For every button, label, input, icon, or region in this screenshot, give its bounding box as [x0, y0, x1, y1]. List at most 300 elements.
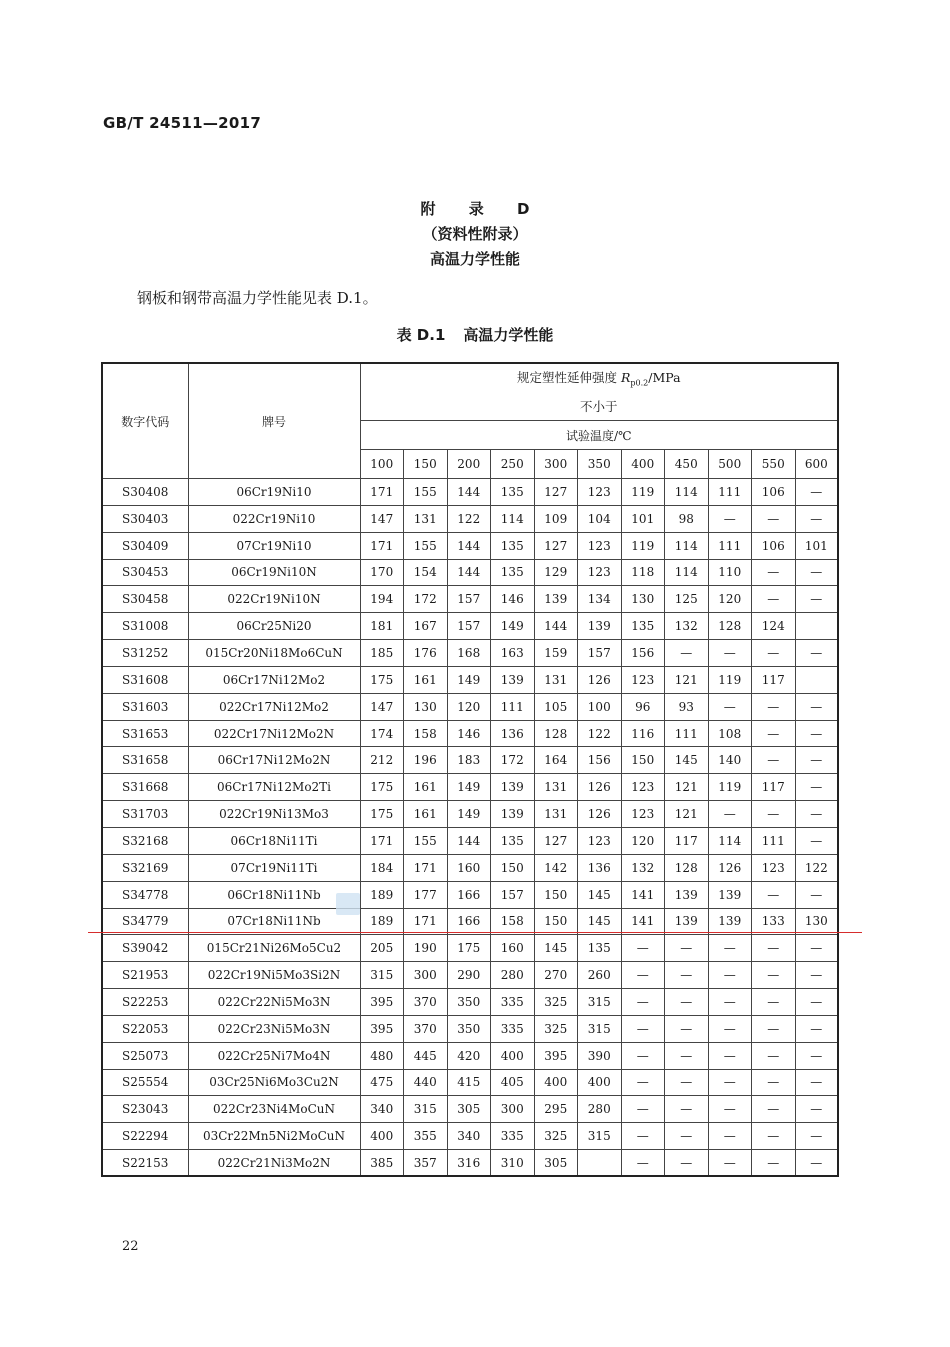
cell-value: 160 — [447, 854, 491, 881]
cell-value: 305 — [447, 1096, 491, 1123]
cell-grade: 06Cr18Ni11Ti — [188, 827, 360, 854]
cell-value: — — [795, 1150, 838, 1177]
cell-value: 154 — [404, 559, 448, 586]
table-row — [102, 854, 838, 881]
table-row — [102, 989, 838, 1016]
temp-header-550: 550 — [752, 450, 796, 479]
cell-value: 150 — [621, 747, 665, 774]
table-row — [102, 827, 838, 854]
cell-value: 120 — [447, 693, 491, 720]
cell-grade: 015Cr20Ni18Mo6CuN — [188, 640, 360, 667]
cell-value: 126 — [708, 854, 752, 881]
cell-grade: 022Cr17Ni12Mo2 — [188, 693, 360, 720]
cell-value: — — [795, 693, 838, 720]
cell-code: S39042 — [102, 935, 188, 962]
table-row — [102, 1096, 838, 1123]
cell-value: 357 — [404, 1150, 448, 1177]
page-number: 22 — [122, 1239, 139, 1254]
cell-value: — — [621, 935, 665, 962]
cell-code: S31603 — [102, 693, 188, 720]
cell-value: 395 — [360, 989, 404, 1016]
cell-value: — — [621, 1123, 665, 1150]
cell-value: 149 — [447, 666, 491, 693]
cell-value: 131 — [404, 505, 448, 532]
cell-value: 156 — [578, 747, 622, 774]
cell-value: 335 — [491, 989, 535, 1016]
cell-value: 400 — [534, 1069, 578, 1096]
cell-value: 144 — [447, 479, 491, 506]
cell-value: 123 — [621, 666, 665, 693]
cell-value: 117 — [752, 666, 796, 693]
cell-value: — — [795, 586, 838, 613]
cell-value: — — [708, 935, 752, 962]
cell-value: 183 — [447, 747, 491, 774]
cell-value: 370 — [404, 989, 448, 1016]
header-temperature: 试验温度/℃ — [360, 421, 838, 450]
annex-type: （资料性附录） — [422, 225, 528, 243]
cell-value: — — [795, 1123, 838, 1150]
cell-value: 111 — [665, 720, 709, 747]
cell-value: 131 — [534, 801, 578, 828]
cell-value: 149 — [447, 774, 491, 801]
cell-value: 161 — [404, 774, 448, 801]
cell-value: 136 — [578, 854, 622, 881]
cell-value: 139 — [491, 666, 535, 693]
cell-value: — — [665, 640, 709, 667]
cell-grade: 03Cr25Ni6Mo3Cu2N — [188, 1069, 360, 1096]
cell-code: S31653 — [102, 720, 188, 747]
cell-code: S31252 — [102, 640, 188, 667]
cell-value: 141 — [621, 881, 665, 908]
cell-value: — — [752, 505, 796, 532]
cell-code: S30403 — [102, 505, 188, 532]
cell-value: — — [621, 1042, 665, 1069]
cell-value: 135 — [491, 559, 535, 586]
cell-value: — — [795, 881, 838, 908]
cell-value: 109 — [534, 505, 578, 532]
cell-value: 114 — [665, 479, 709, 506]
cell-value: — — [708, 1042, 752, 1069]
cell-value: 171 — [404, 854, 448, 881]
cell-value: 196 — [404, 747, 448, 774]
cell-value: 156 — [621, 640, 665, 667]
cell-value: 370 — [404, 1015, 448, 1042]
cell-value: 400 — [578, 1069, 622, 1096]
table-caption — [0, 324, 950, 345]
cell-value — [795, 613, 838, 640]
cell-value: 132 — [621, 854, 665, 881]
cell-value: — — [752, 1123, 796, 1150]
cell-value: — — [795, 827, 838, 854]
cell-value: — — [795, 774, 838, 801]
cell-code: S30409 — [102, 532, 188, 559]
cell-value: — — [752, 747, 796, 774]
cell-value: 335 — [491, 1123, 535, 1150]
cell-value: 181 — [360, 613, 404, 640]
cell-value: 400 — [360, 1123, 404, 1150]
cell-value: — — [708, 989, 752, 1016]
cell-grade: 022Cr19Ni13Mo3 — [188, 801, 360, 828]
annex-name: 高温力学性能 — [429, 250, 520, 268]
cell-value: 122 — [578, 720, 622, 747]
cell-value: 130 — [404, 693, 448, 720]
cell-value — [795, 666, 838, 693]
cell-value: 325 — [534, 1123, 578, 1150]
cell-value: 117 — [752, 774, 796, 801]
table-row — [102, 693, 838, 720]
cell-value: — — [752, 720, 796, 747]
cell-value: 123 — [578, 532, 622, 559]
cell-value: 139 — [708, 881, 752, 908]
temp-header-200: 200 — [447, 450, 491, 479]
cell-value: 127 — [534, 479, 578, 506]
cell-value: 144 — [534, 613, 578, 640]
cell-value: — — [708, 1150, 752, 1177]
cell-value: — — [708, 693, 752, 720]
strength-min: 不小于 — [580, 398, 618, 414]
cell-value: 119 — [708, 666, 752, 693]
cell-code: S23043 — [102, 1096, 188, 1123]
cell-value: 184 — [360, 854, 404, 881]
cell-value: 171 — [404, 908, 448, 935]
header-strength — [360, 363, 838, 421]
cell-value: 480 — [360, 1042, 404, 1069]
cell-grade: 06Cr17Ni12Mo2 — [188, 666, 360, 693]
cell-value: 175 — [360, 666, 404, 693]
cell-value: — — [708, 505, 752, 532]
cell-grade: 022Cr22Ni5Mo3N — [188, 989, 360, 1016]
cell-value: — — [795, 720, 838, 747]
cell-value: 166 — [447, 881, 491, 908]
table-row — [102, 505, 838, 532]
cell-value: 128 — [665, 854, 709, 881]
cell-value: 120 — [708, 586, 752, 613]
cell-grade: 06Cr25Ni20 — [188, 613, 360, 640]
cell-value: 189 — [360, 908, 404, 935]
cell-value: 157 — [447, 613, 491, 640]
table-row — [102, 586, 838, 613]
cell-value: 121 — [665, 666, 709, 693]
cell-value: — — [795, 505, 838, 532]
cell-code: S25554 — [102, 1069, 188, 1096]
cell-value: 163 — [491, 640, 535, 667]
cell-value: 101 — [621, 505, 665, 532]
temp-header-300: 300 — [534, 450, 578, 479]
cell-value: 158 — [491, 908, 535, 935]
cell-grade: 022Cr17Ni12Mo2N — [188, 720, 360, 747]
cell-value: 136 — [491, 720, 535, 747]
cell-value: 135 — [491, 532, 535, 559]
cell-value: — — [708, 640, 752, 667]
cell-value: 131 — [534, 774, 578, 801]
cell-value: 350 — [447, 989, 491, 1016]
cell-value: 440 — [404, 1069, 448, 1096]
cell-value: 405 — [491, 1069, 535, 1096]
cell-value: 120 — [621, 827, 665, 854]
cell-value: 171 — [360, 532, 404, 559]
cell-value: — — [621, 1069, 665, 1096]
table-row — [102, 1069, 838, 1096]
cell-code: S31008 — [102, 613, 188, 640]
cell-value: 122 — [795, 854, 838, 881]
cell-value: 155 — [404, 532, 448, 559]
cell-value: 139 — [708, 908, 752, 935]
table-row — [102, 1042, 838, 1069]
cell-grade: 06Cr18Ni11Nb — [188, 881, 360, 908]
cell-code: S34778 — [102, 881, 188, 908]
cell-value: — — [795, 1096, 838, 1123]
cell-value: 139 — [665, 881, 709, 908]
table-row — [102, 747, 838, 774]
annex-title: 附 录 D — [420, 200, 544, 218]
cell-value: 135 — [621, 613, 665, 640]
cell-value: 395 — [360, 1015, 404, 1042]
cell-value: 157 — [447, 586, 491, 613]
cell-code: S22294 — [102, 1123, 188, 1150]
temp-header-600: 600 — [795, 450, 838, 479]
cell-value: 96 — [621, 693, 665, 720]
cell-value: 93 — [665, 693, 709, 720]
cell-value: 101 — [795, 532, 838, 559]
cell-value: 119 — [621, 479, 665, 506]
cell-value: 114 — [491, 505, 535, 532]
cell-value: 123 — [578, 479, 622, 506]
cell-value: — — [752, 693, 796, 720]
cell-value: — — [752, 962, 796, 989]
cell-value: 111 — [708, 479, 752, 506]
cell-value: 315 — [578, 989, 622, 1016]
cell-value: — — [665, 1150, 709, 1177]
cell-value: 280 — [491, 962, 535, 989]
cell-value: 130 — [621, 586, 665, 613]
cell-value: — — [665, 1069, 709, 1096]
cell-value: 145 — [578, 908, 622, 935]
cell-value: 175 — [447, 935, 491, 962]
cell-value: — — [708, 1096, 752, 1123]
cell-value: 144 — [447, 532, 491, 559]
cell-value: — — [795, 989, 838, 1016]
cell-value: 122 — [447, 505, 491, 532]
cell-value: 415 — [447, 1069, 491, 1096]
cell-value: 117 — [665, 827, 709, 854]
cell-value: — — [621, 1015, 665, 1042]
cell-code: S30458 — [102, 586, 188, 613]
cell-value: 123 — [621, 774, 665, 801]
cell-value: — — [665, 935, 709, 962]
cell-value: 160 — [491, 935, 535, 962]
annotation-red-line — [88, 932, 862, 933]
cell-value: 111 — [491, 693, 535, 720]
cell-value: 290 — [447, 962, 491, 989]
table-row — [102, 1015, 838, 1042]
cell-value: 125 — [665, 586, 709, 613]
strength-sub: p0.2 — [630, 378, 649, 388]
cell-value: 119 — [708, 774, 752, 801]
cell-value: 144 — [447, 827, 491, 854]
cell-value: 305 — [534, 1150, 578, 1177]
cell-value: 135 — [578, 935, 622, 962]
cell-code: S32169 — [102, 854, 188, 881]
cell-value: 139 — [665, 908, 709, 935]
cell-value: 315 — [360, 962, 404, 989]
cell-code: S22153 — [102, 1150, 188, 1177]
cell-value: 150 — [534, 908, 578, 935]
cell-value: 142 — [534, 854, 578, 881]
cell-value: — — [752, 640, 796, 667]
table-row — [102, 1150, 838, 1177]
table-row — [102, 935, 838, 962]
cell-value: 114 — [708, 827, 752, 854]
cell-grade: 06Cr17Ni12Mo2N — [188, 747, 360, 774]
intro-paragraph: 钢板和钢带高温力学性能见表 D.1。 — [137, 289, 378, 307]
cell-value: 127 — [534, 532, 578, 559]
cell-value: — — [665, 1123, 709, 1150]
header-grade: 牌号 — [188, 363, 360, 479]
cell-value: 185 — [360, 640, 404, 667]
strength-unit: /MPa — [648, 370, 681, 386]
cell-value: — — [795, 479, 838, 506]
table-row — [102, 720, 838, 747]
table-row — [102, 559, 838, 586]
cell-value: 108 — [708, 720, 752, 747]
cell-value: 124 — [752, 613, 796, 640]
cell-code: S22253 — [102, 989, 188, 1016]
cell-code: S30408 — [102, 479, 188, 506]
cell-value: 128 — [534, 720, 578, 747]
cell-value: 149 — [447, 801, 491, 828]
cell-value: — — [708, 1069, 752, 1096]
cell-value: — — [665, 1096, 709, 1123]
table-caption-title: 高温力学性能 — [463, 326, 554, 344]
cell-grade: 022Cr23Ni4MoCuN — [188, 1096, 360, 1123]
cell-value: 310 — [491, 1150, 535, 1177]
cell-grade: 07Cr18Ni11Nb — [188, 908, 360, 935]
cell-value: 171 — [360, 479, 404, 506]
cell-value: 119 — [621, 532, 665, 559]
cell-value: 340 — [447, 1123, 491, 1150]
cell-value: 118 — [621, 559, 665, 586]
cell-value: 175 — [360, 801, 404, 828]
cell-value — [578, 1150, 622, 1177]
cell-value: 161 — [404, 801, 448, 828]
cell-value: 315 — [578, 1123, 622, 1150]
table-row — [102, 479, 838, 506]
cell-value: 145 — [665, 747, 709, 774]
cell-value: 126 — [578, 801, 622, 828]
temp-header-150: 150 — [404, 450, 448, 479]
cell-value: 270 — [534, 962, 578, 989]
cell-value: 139 — [491, 774, 535, 801]
cell-grade: 07Cr19Ni10 — [188, 532, 360, 559]
temp-header-100: 100 — [360, 450, 404, 479]
cell-value: 157 — [491, 881, 535, 908]
cell-value: — — [752, 801, 796, 828]
cell-value: — — [752, 559, 796, 586]
cell-code: S21953 — [102, 962, 188, 989]
cell-code: S31703 — [102, 801, 188, 828]
cell-value: 134 — [578, 586, 622, 613]
cell-value: 135 — [491, 827, 535, 854]
cell-value: 129 — [534, 559, 578, 586]
cell-value: 150 — [534, 881, 578, 908]
cell-grade: 022Cr21Ni3Mo2N — [188, 1150, 360, 1177]
cell-value: 100 — [578, 693, 622, 720]
cell-value: — — [665, 1015, 709, 1042]
table-row — [102, 962, 838, 989]
cell-value: 325 — [534, 1015, 578, 1042]
cell-value: 121 — [665, 801, 709, 828]
cell-value: 123 — [578, 827, 622, 854]
cell-value: 189 — [360, 881, 404, 908]
cell-value: 172 — [491, 747, 535, 774]
cell-value: 111 — [708, 532, 752, 559]
cell-value: 145 — [578, 881, 622, 908]
cell-value: — — [621, 1096, 665, 1123]
cell-value: 295 — [534, 1096, 578, 1123]
cell-value: 158 — [404, 720, 448, 747]
cell-value: — — [795, 962, 838, 989]
cell-value: 116 — [621, 720, 665, 747]
cell-value: — — [795, 640, 838, 667]
cell-value: 316 — [447, 1150, 491, 1177]
cell-value: 140 — [708, 747, 752, 774]
cell-value: 149 — [491, 613, 535, 640]
cell-value: 139 — [534, 586, 578, 613]
cell-value: — — [708, 1015, 752, 1042]
cell-value: 170 — [360, 559, 404, 586]
cell-value: 157 — [578, 640, 622, 667]
cell-value: 445 — [404, 1042, 448, 1069]
cell-grade: 03Cr22Mn5Ni2MoCuN — [188, 1123, 360, 1150]
cell-value: 135 — [491, 479, 535, 506]
cell-code: S30453 — [102, 559, 188, 586]
cell-value: — — [752, 1150, 796, 1177]
cell-value: — — [795, 801, 838, 828]
cell-value: 130 — [795, 908, 838, 935]
table-row — [102, 532, 838, 559]
cell-value: — — [665, 1042, 709, 1069]
cell-value: 335 — [491, 1015, 535, 1042]
cell-value: — — [752, 1015, 796, 1042]
cell-value: 127 — [534, 827, 578, 854]
cell-value: 147 — [360, 693, 404, 720]
standard-code: GB/T 24511—2017 — [103, 114, 262, 132]
cell-value: — — [752, 1096, 796, 1123]
cell-value: 114 — [665, 532, 709, 559]
cell-value: 133 — [752, 908, 796, 935]
cell-value: 132 — [665, 613, 709, 640]
cell-value: 111 — [752, 827, 796, 854]
cell-grade: 022Cr19Ni5Mo3Si2N — [188, 962, 360, 989]
cell-value: 475 — [360, 1069, 404, 1096]
table-row — [102, 613, 838, 640]
cell-value: — — [621, 962, 665, 989]
table-row — [102, 881, 838, 908]
cell-value: 155 — [404, 827, 448, 854]
cell-value: 105 — [534, 693, 578, 720]
cell-value: — — [708, 962, 752, 989]
cell-value: 355 — [404, 1123, 448, 1150]
cell-value: 171 — [360, 827, 404, 854]
cell-value: — — [795, 935, 838, 962]
cell-value: — — [708, 1123, 752, 1150]
cell-value: — — [621, 989, 665, 1016]
cell-code: S25073 — [102, 1042, 188, 1069]
cell-value: 106 — [752, 479, 796, 506]
cell-value: 172 — [404, 586, 448, 613]
cell-value: — — [795, 747, 838, 774]
strength-symbol: R — [620, 370, 631, 386]
